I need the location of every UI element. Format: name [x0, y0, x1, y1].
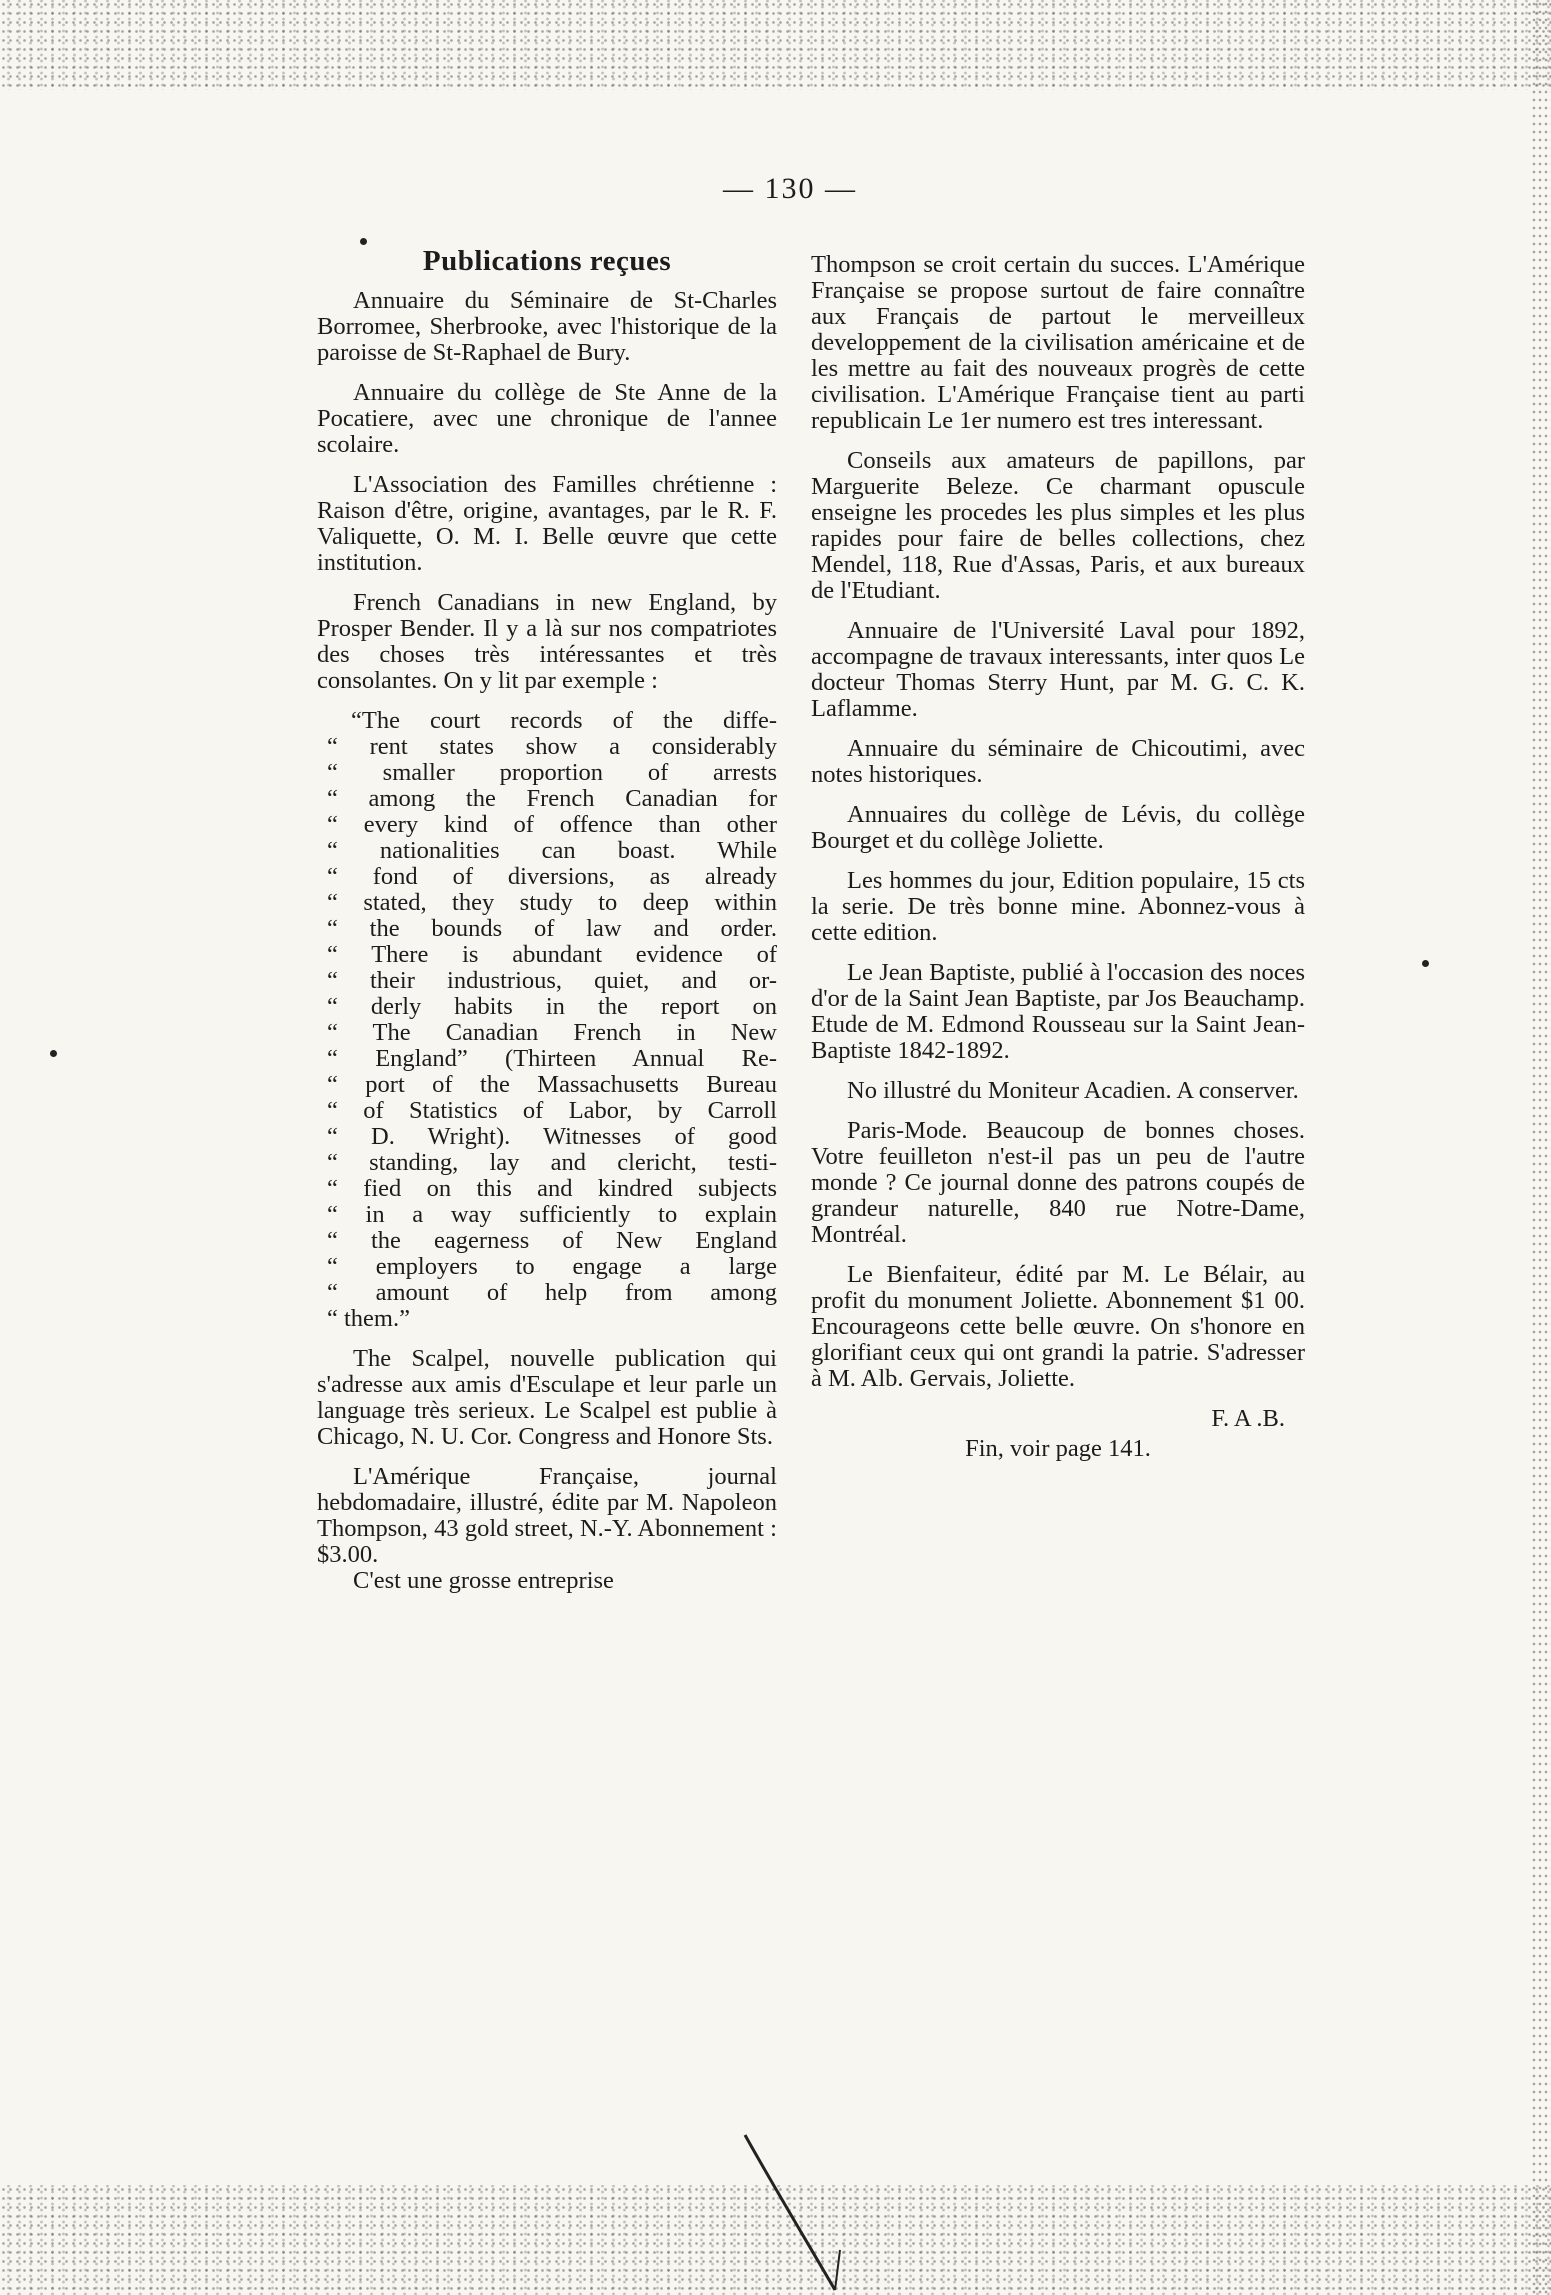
quote-line: “ smaller proportion of arrests [327, 759, 777, 786]
entry-paragraph: The Scalpel, nouvelle publication qui s'adresse aux amis d'Esculape et leur parle un language très serieux. Le Scalpel est publie à Chicago, N. U. Cor. Congress and Honore Sts. [317, 1345, 777, 1450]
ink-speck [360, 238, 367, 245]
quote-line: “ the bounds of law and order. [327, 915, 777, 942]
section-heading: Publications reçues [422, 245, 672, 277]
left-column [317, 245, 777, 1608]
scan-noise-right [1531, 0, 1551, 2295]
quote-line: “ in a way sufficiently to explain [327, 1201, 777, 1228]
quote-line: “ port of the Massachusetts Bureau [327, 1071, 777, 1098]
right-column [811, 252, 1305, 1462]
quote-line: “ the eagerness of New England [327, 1227, 777, 1254]
quote-line: “ their industrious, quiet, and or- [327, 967, 777, 994]
entry-paragraph: French Canadians in new England, by Prosper Bender. Il y a là sur nos compatriotes des choses très intéressantes et très consolantes. On y lit par exemple : [317, 589, 777, 694]
ink-stroke [740, 2130, 860, 2295]
quote-line: “ fied on this and kindred subjects [327, 1175, 777, 1202]
quote-line: “ amount of help from among [327, 1279, 777, 1306]
continuation-note: Fin, voir page 141. [965, 1435, 1151, 1462]
signature: F. A .B. [1211, 1405, 1285, 1432]
quote-line: “The court records of the diffe- [351, 707, 777, 734]
entry-paragraph: L'Association des Familles chrétienne : Raison d'être, origine, avantages, par le R. F. Valiquette, O. M. I. Belle œuvre que cette institution. [317, 471, 777, 576]
entry-paragraph: Les hommes du jour, Edition populaire, 15 cts la serie. De très bonne mine. Abonnez-vous à cette edition. [811, 867, 1305, 946]
quote-line: “ among the French Canadian for [327, 785, 777, 812]
entry-paragraph: Annuaires du collège de Lévis, du collège Bourget et du collège Joliette. [811, 801, 1305, 854]
quote-line: “ of Statistics of Labor, by Carroll [327, 1097, 777, 1124]
entry-paragraph: Conseils aux amateurs de papillons, par Marguerite Beleze. Ce charmant opuscule enseigne les procedes les plus simples et les plus rapides pour faire de belles collections, chez Mendel, 118, Rue d'Assas, Paris, et aux bureaux de l'Etudiant. [811, 447, 1305, 604]
entry-paragraph: Paris-Mode. Beaucoup de bonnes choses. Votre feuilleton n'est-il pas un peu de l'autre monde ? Ce journal donne des patrons coupés de grandeur naturelle, 840 rue Notre-Dame, Montréal. [811, 1117, 1305, 1248]
entry-paragraph: Thompson se croit certain du succes. L'Amérique Française se propose surtout de faire connaître aux Français de partout le merveilleux developpement de la civilisation américaine et de les mettre au fait des nouveaux progrès de cette civilisation. L'Amérique Française tient au parti republicain Le 1er numero est tres interessant. [811, 251, 1305, 434]
quote-line: “ stated, they study to deep within [327, 889, 777, 916]
ink-speck [50, 1050, 57, 1057]
scan-noise-top [0, 0, 1551, 90]
entry-paragraph: Annuaire du collège de Ste Anne de la Pocatiere, avec une chronique de l'annee scolaire. [317, 379, 777, 458]
quote-line: “ England” (Thirteen Annual Re- [327, 1045, 777, 1072]
quote-line: “ every kind of offence than other [327, 811, 777, 838]
quote-line: “ The Canadian French in New [327, 1019, 777, 1046]
quote-line: “ fond of diversions, as already [327, 863, 777, 890]
entry-paragraph: Annuaire du Séminaire de St-Charles Borromee, Sherbrooke, avec l'historique de la paroisse de St-Raphael de Bury. [317, 287, 777, 366]
quote-line: “ nationalities can boast. While [327, 837, 777, 864]
ink-speck [1422, 960, 1429, 967]
quote-line: “ derly habits in the report on [327, 993, 777, 1020]
entry-paragraph: Annuaire de l'Université Laval pour 1892, accompagne de travaux interessants, inter quos Le docteur Thomas Sterry Hunt, par M. G. C. K. Laflamme. [811, 617, 1305, 722]
quote-line: “ them.” [327, 1305, 410, 1332]
entry-paragraph: Annuaire du séminaire de Chicoutimi, avec notes historiques. [811, 735, 1305, 788]
quote-line: “ employers to engage a large [327, 1253, 777, 1280]
entry-paragraph: Le Jean Baptiste, publié à l'occasion des noces d'or de la Saint Jean Baptiste, par Jos Beauchamp. Etude de M. Edmond Rousseau sur la Saint Jean-Baptiste 1842-1892. [811, 959, 1305, 1064]
quote-line: “ standing, lay and clericht, testi- [327, 1149, 777, 1176]
entry-paragraph: C'est une grosse entreprise [353, 1567, 614, 1594]
quote-line: “ There is abundant evidence of [327, 941, 777, 968]
english-quotation [317, 708, 777, 1332]
quote-line: “ rent states show a considerably [327, 733, 777, 760]
entry-paragraph: No illustré du Moniteur Acadien. A conserver. [847, 1077, 1299, 1104]
entry-paragraph: Le Bienfaiteur, édité par M. Le Bélair, au profit du monument Joliette. Abonnement $1 00. Encourageons cette belle œuvre. On s'honore en glorifiant ceux qui ont grandi la patrie. S'adresser à M. Alb. Gervais, Joliette. [811, 1261, 1305, 1392]
entry-paragraph: L'Amérique Française, journal hebdomadaire, illustré, édite par M. Napoleon Thompson, 43 gold street, N.-Y. Abonnement : $3.00. [317, 1463, 777, 1568]
page-number: — 130 — [723, 172, 857, 205]
quote-line: “ D. Wright). Witnesses of good [327, 1123, 777, 1150]
